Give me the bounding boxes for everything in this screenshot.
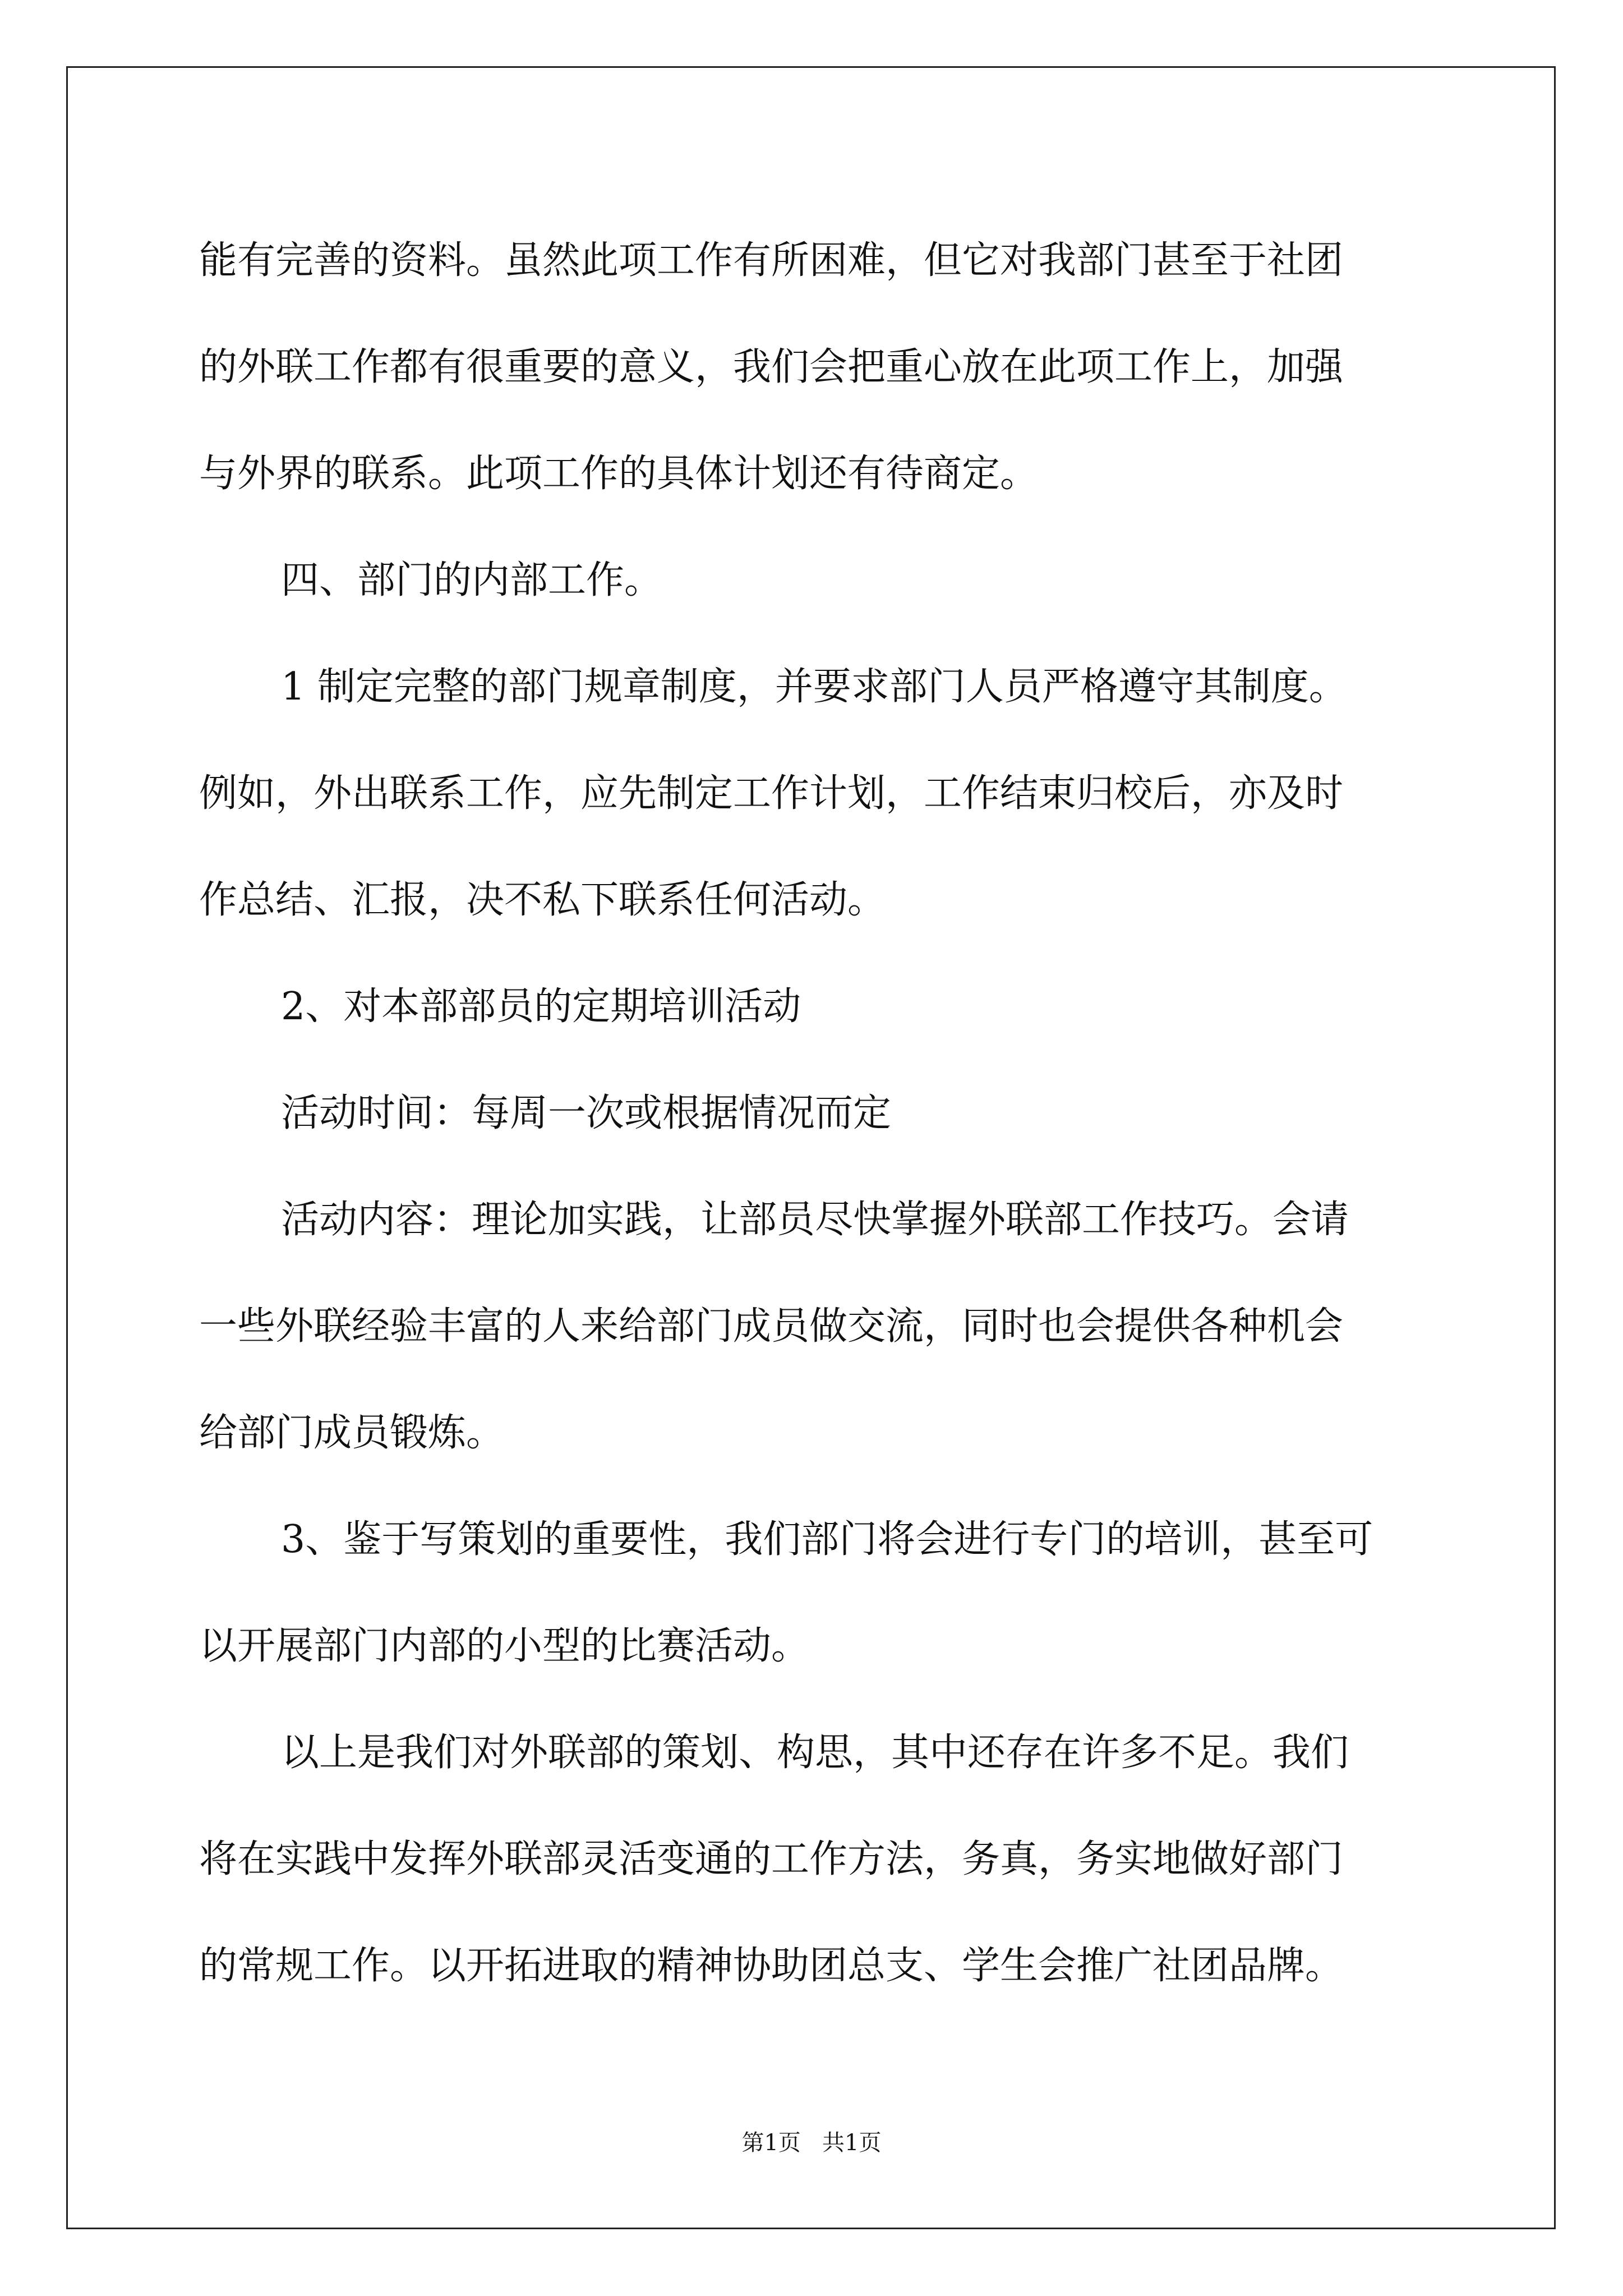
text-line-5: 1 制定完整的部门规章制度，并要求部门人员严格遵守其制度。: [281, 665, 1347, 709]
text-line-7: 作总结、汇报，决不私下联系任何活动。: [199, 878, 886, 922]
text-line-6: 例如，外出联系工作，应先制定工作计划，工作结束归校后，亦及时: [199, 771, 1344, 816]
section-heading-4: 四、部门的内部工作。: [281, 558, 663, 602]
text-line-10: 活动内容：理论加实践，让部员尽快掌握外联部工作技巧。会请: [281, 1198, 1349, 1242]
text-line-9: 活动时间：每周一次或根据情况而定: [281, 1091, 892, 1135]
text-line-3: 与外界的联系。此项工作的具体计划还有待商定。: [199, 452, 1039, 496]
document-body: [199, 208, 1427, 2019]
text-line-15: 以上是我们对外联部的策划、构思，其中还存在许多不足。我们: [281, 1731, 1349, 1775]
text-line-11: 一些外联经验丰富的人来给部门成员做交流，同时也会提供各种机会: [199, 1304, 1344, 1349]
text-line-14: 以开展部门内部的小型的比赛活动。: [199, 1624, 810, 1668]
text-line-8: 2、对本部部员的定期培训活动: [281, 984, 801, 1029]
text-line-17: 的常规工作。以开拓进取的精神协助团总支、学生会推广社团品牌。: [199, 1944, 1344, 1988]
text-line-13: 3、鉴于写策划的重要性，我们部门将会进行专门的培训，甚至可: [281, 1517, 1373, 1562]
text-line-12: 给部门成员锻炼。: [199, 1411, 505, 1455]
text-line-2: 的外联工作都有很重要的意义，我们会把重心放在此项工作上，加强: [199, 345, 1344, 389]
page-number-footer: 第1页 共1页: [741, 2130, 882, 2156]
text-line-1: 能有完善的资料。虽然此项工作有所困难，但它对我部门甚至于社团: [199, 238, 1344, 283]
text-line-16: 将在实践中发挥外联部灵活变通的工作方法，务真，务实地做好部门: [199, 1837, 1344, 1881]
